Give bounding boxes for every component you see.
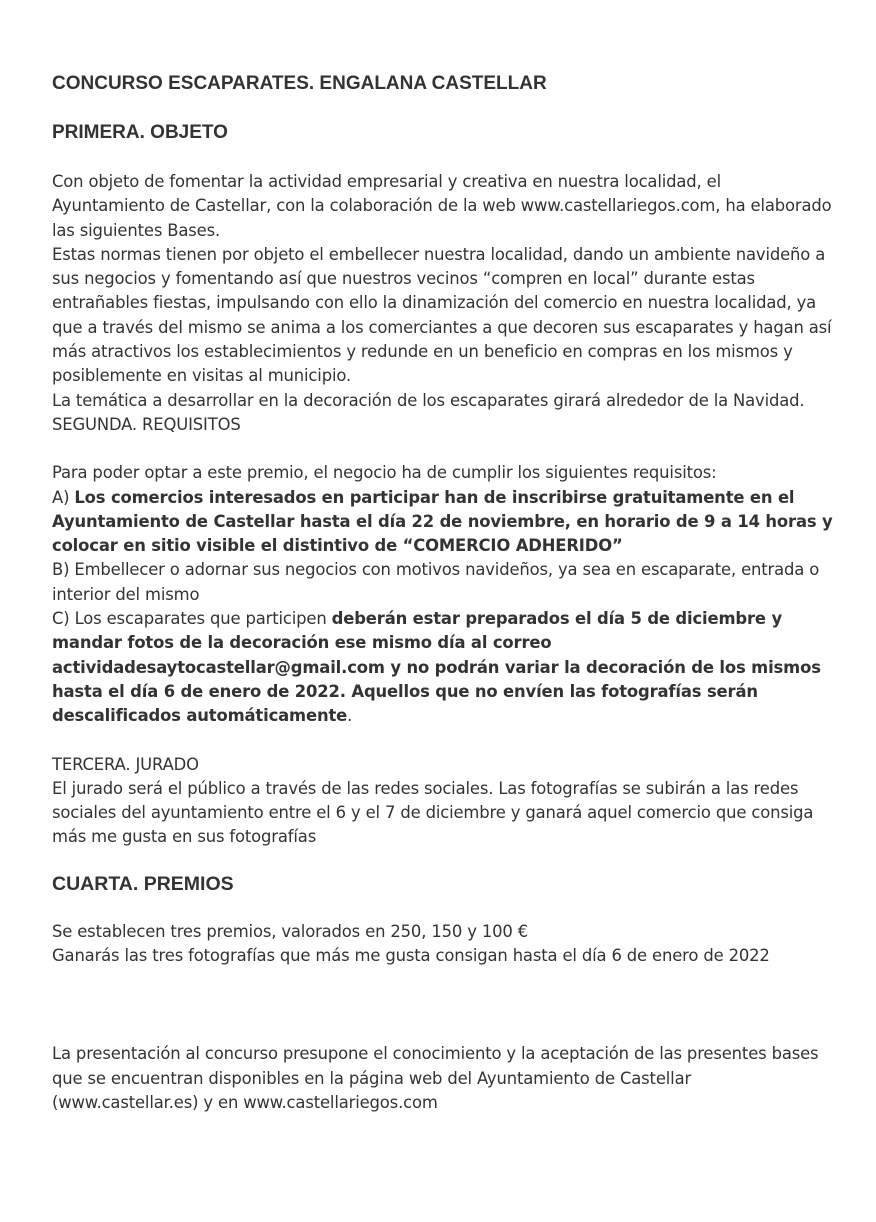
primera-paragraph-1: Con objeto de fomentar la actividad empresarial y creativa en nuestra localidad, el Ayuntamiento de Castellar, con la colaboración de la web www.castellariegos.com, ha elaborado las siguientes Bases. [52,172,832,240]
section-heading-primera: PRIMERA. OBJETO [52,122,228,143]
cuarta-paragraph-2: Ganarás las tres fotografías que más me gusta consigan hasta el día 6 de enero de 2022 [52,946,770,966]
section-tercera [52,753,836,850]
document-title: CONCURSO ESCAPARATES. ENGALANA CASTELLAR [52,73,547,94]
primera-paragraph-3: La temática a desarrollar en la decoración de los escaparates girará alrededor de la Navidad. [52,390,805,410]
requirement-b: B) Embellecer o adornar sus negocios con motivos navideños, ya sea en escaparate, entrada o interior del mismo [52,560,820,604]
requirement-c [52,607,836,728]
closing-paragraph: La presentación al concurso presupone el conocimiento y la aceptación de las presentes bases que se encuentran disponibles en la página web del Ayuntamiento de Castellar (www.castellar.es) y en www.castellariegos.com [52,1044,819,1112]
requirement-c-suffix: . [347,706,353,726]
requirement-c-text: deberán estar preparados el día 5 de diciembre y mandar fotos de la decoración ese mismo día al correo actividadesaytocastellar@gmail.com y no podrán variar la decoración de los mismos hasta el día 6 de enero de 2022. Aquellos que no envíen las fotografías serán descalificados automáticamente [52,609,821,726]
requirement-a-prefix: A) [52,487,75,507]
section-cuarta [52,920,836,969]
primera-paragraph-2: Estas normas tienen por objeto el embellecer nuestra localidad, dando un ambiente navideño a sus negocios y fomentando así que nuestros vecinos “compren en local” durante estas entrañables fiestas, impulsando con ello la dinamización del comercio en nuestra localidad, ya que a través del mismo se anima a los comerciantes a que decoren sus escaparates y hagan así más atractivos los establecimientos y redunde en un beneficio en compras en los mismos y posiblemente en visitas al municipio. [52,244,832,386]
section-segunda [52,461,836,728]
segunda-intro: Para poder optar a este premio, el negocio ha de cumplir los siguientes requisitos: [52,463,717,483]
section-heading-cuarta: CUARTA. PREMIOS [52,872,234,895]
cuarta-paragraph-1: Se establecen tres premios, valorados en 250, 150 y 100 € [52,921,528,941]
section-primera [52,170,836,437]
tercera-text: El jurado será el público a través de las redes sociales. Las fotografías se subirán a las redes sociales del ayuntamiento entre el 6 y el 7 de diciembre y ganará aquel comercio que consiga más me gusta en sus fotografías [52,778,814,847]
section-heading-segunda: SEGUNDA. REQUISITOS [52,414,241,434]
requirement-c-prefix: C) Los escaparates que participen [52,609,332,629]
requirement-a-text: Los comercios interesados en participar han de inscribirse gratuitamente en el Ayuntamiento de Castellar hasta el día 22 de noviembre, en horario de 9 a 14 horas y colocar en sitio visible el distintivo de “COMERCIO ADHERIDO” [52,487,833,556]
section-heading-tercera: TERCERA. JURADO [52,754,199,774]
requirement-a [52,486,836,559]
